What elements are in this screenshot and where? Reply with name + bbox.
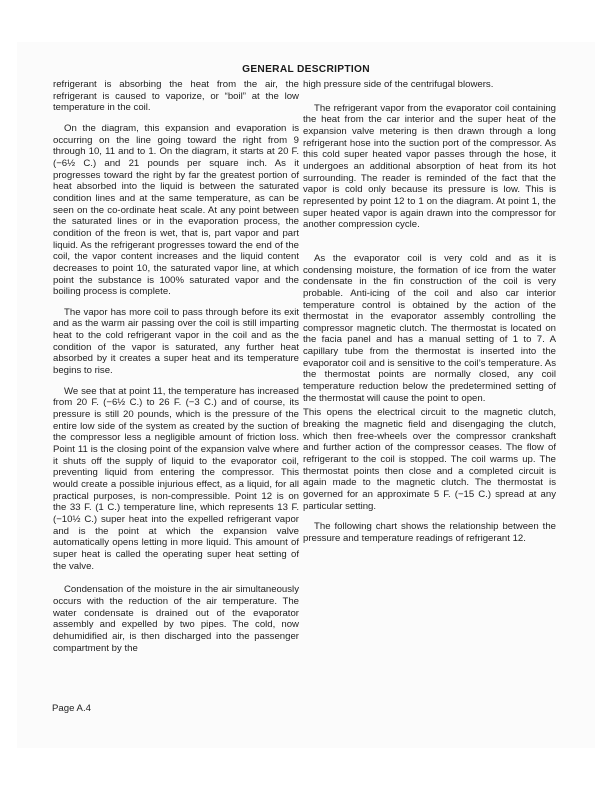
paragraph: The following chart shows the relationship between the pressure and temperature readings of refrigerant 12. (303, 521, 556, 544)
paragraph: The vapor has more coil to pass through before its exit and as the warm air passing over the coil is still imparting heat to the cold refrigerant vapor in the coil and as the condition of the vapor is saturated, any further heat absorbed by it creates a super heat and its temperature begins to rise. (53, 306, 299, 377)
paragraph: Condensation of the moisture in the air simultaneously occurs with the reduction of the air temperature. The water condensate is drained out of the evaporator assembly and expelled by two pipes. The cold, now dehumidified air, is then discharged into the passenger compartment by the (53, 584, 299, 654)
page-title: GENERAL DESCRIPTION (242, 64, 370, 75)
paragraph: We see that at point 11, the temperature has increased from 20 F. (−6½ C.) to 26 F. (−3 C.) and of course, its pressure is still 20 pounds, which is the pressure of the entire low side of the system as created by the suction of the compressor less a negligible amount of friction loss. Point 11 is the closing point of the expansion valve where it shuts off the supply of liquid to the evaporator coil, preventing liquid from entering the compressor. This would create a possible injurious effect, as a liquid, for all practical purposes, is non-compressible. Point 12 is on the 33 F. (1 C.) temperature line, which represents 13 F. (−10½ C.) super heat into the expelled refrigerant vapor and is the point at which the expansion valve automatically opens letting in more liquid. This amount of super heat is called the operating super heat setting of the valve. (53, 385, 299, 572)
paragraph: The refrigerant vapor from the evaporator coil containing the heat from the car interior and the super heat of the expansion valve metering is then drawn through a long refrigerant hose into the suction port of the compressor. As this cold super heated vapor passes through the hose, it undergoes an additional absorption of heat from its hot surrounding. The reader is reminded of the fact that the vapor is cold only because its pressure is low. This is represented by point 12 to 1 on the diagram. At point 1, the super heated vapor is again drawn into the compressor for another compression cycle. (303, 102, 556, 231)
paragraph: As the evaporator coil is very cold and as it is condensing moisture, the formation of ice from the water condensate in the fin construction of the coil is very probable. Anti-icing of the coil and also car interior temperature control is obtained by the action of the thermostat in the evaporator assembly controlling the compressor magnetic clutch. The thermostat is located on the facia panel and has a manual setting of 1 to 7. A capillary tube from the thermostat is inserted into the evaporator coil and is sensitive to the coil’s temperature. As the thermostat points are normally closed, any coil temperature reduction below the predetermined setting of the thermostat will cause the point to open. (303, 252, 556, 404)
paragraph: On the diagram, this expansion and evaporation is occurring on the line going toward the right from 9 through 10, 11 and to 1. On the diagram, it starts at 20 F. (−6½ C.) and 21 pounds per square inch. As it progresses toward the right by far the greatest portion of heat absorbed into the liquid is between the saturated condition lines and at the same temperature, as can be seen on the co-ordinate heat scale. At any point between the saturated lines or in the evaporation process, the condition of the freon is wet, that is, part vapor and part liquid. As the refrigerant progresses toward the end of the coil, the vapor content increases and the liquid content decreases to point 10, the saturated vapor line, at which point the substance is 100% saturated vapor and the boiling process is complete. (53, 122, 299, 298)
paragraph: refrigerant is absorbing the heat from the air, the refrigerant is caused to vaporize, or “boil” at the low temperature in the coil. (53, 79, 299, 114)
right-column (303, 79, 556, 554)
left-column (53, 79, 299, 663)
paragraph: high pressure side of the centrifugal blowers. (303, 79, 494, 90)
page-number: Page A.4 (52, 703, 91, 714)
paragraph: This opens the electrical circuit to the magnetic clutch, breaking the magnetic field and disengaging the clutch, which then free-wheels over the compressor crankshaft and further action of the compressor ceases. The flow of refrigerant to the coil is stopped. The coil warms up. The thermostat points then close and a completed circuit is again made to the magnetic clutch. The thermostat is governed for an approximate 5 F. (−15 C.) spread at any particular setting. (303, 407, 556, 512)
